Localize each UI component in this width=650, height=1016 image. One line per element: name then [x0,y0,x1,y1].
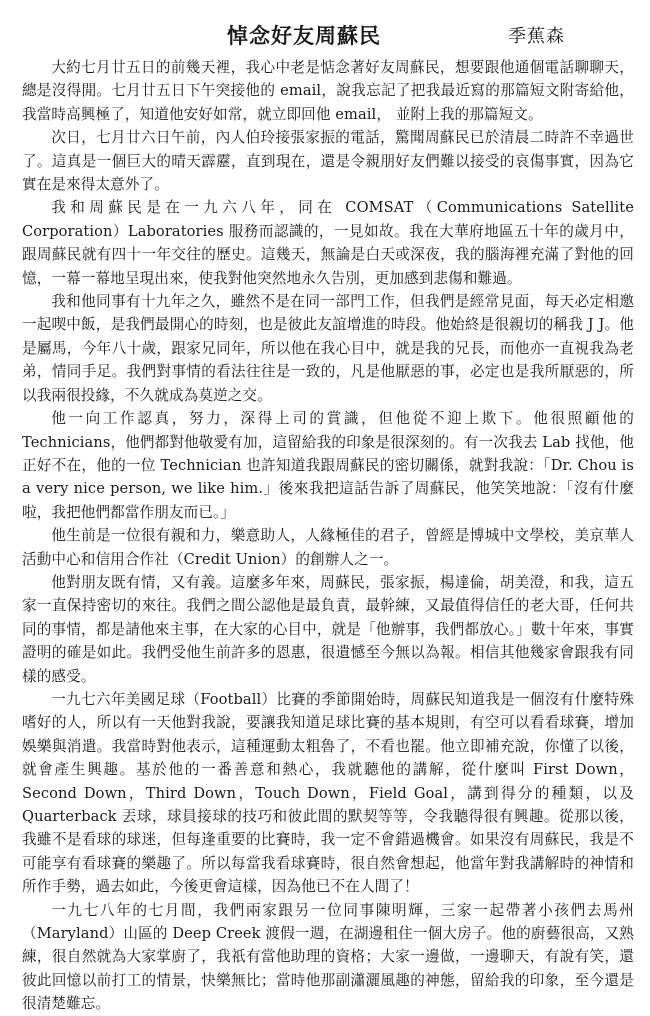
paragraph-5: 他一向工作認真，努力，深得上司的賞識，但他從不迎上欺下。他很照顧他的 Technicians，他們都對他敬愛有加，這留給我的印象是很深刻的。有一次我去 Lab 找他，他正好不在，他的一位 Technician 也許知道我跟周蘇民的密切關係，就對我說：「Dr. Chou is a very nice person, we like him.」後來我把這話告訴了周蘇民，他笑笑地說：「沒有什麼啦，我把他們都當作朋友而已。」 [22,410,634,521]
paragraph-8: 一九七六年美國足球（Football）比賽的季節開始時，周蘇民知道我是一個沒有什麼特殊嗜好的人，所以有一天他對我說，要讓我知道足球比賽的基本規則，有空可以看看球賽，增加娛樂與消遣。我當時對他表示，這種運動太粗魯了，不看也罷。他立即補充說，你懂了以後，就會產生興趣。基於他的一番善意和熱心，我就聽他的講解，從什麼叫 First Down，Second Down，Third Down，Touch Down，Field Goal，講到得分的種類，以及 Quarterback 丟球，球員接球的技巧和彼此間的默契等等，令我聽得很有興趣。從那以後，我雖不是看球的球迷，但每逢重要的比賽時，我一定不會錯過機會。如果沒有周蘇民，我是不可能享有看球賽的樂趣了。所以每當我看球賽時，很自然會想起，他當年對我講解時的神情和所作手勢，過去如此，今後更會這樣，因為他已不在人間了！ [22,690,634,896]
title-row [22,18,634,52]
paragraph-6: 他生前是一位很有親和力，樂意助人，人緣極佳的君子，曾經是博城中文學校，美京華人活動中心和信用合作社（Credit Union）的創辦人之一。 [22,527,634,568]
paragraph-3: 我和周蘇民是在一九六八年，同在 COMSAT（Communications Satellite Corporation）Laboratories 服務而認識的，一見如故。我在大華府地區五十年的歲月中，跟周蘇民就有四十一年交往的歷史。這幾天，無論是白天或深夜，我的腦海裡充滿了對他的回憶，一幕一幕地呈現出來，使我對他突然地永久告別，更加感到悲傷和難過。 [22,199,634,287]
article-body [22,56,634,1016]
article-title: 悼念好友周蘇民 [227,23,381,48]
paragraph-1: 大約七月廿五日的前幾天裡，我心中老是惦念著好友周蘇民，想要跟他通個電話聊聊天，總是沒得閒。七月廿五日下午突接他的 email，說我忘記了把我最近寫的那篇短文附寄給他，我當時高興極了，知道他安好如常，就立即回他 email， 並附上我的那篇短文。 [22,59,634,123]
article-author: 季蕉森 [508,26,565,47]
paragraph-7: 他對朋友既有情，又有義。這麼多年來，周蘇民，張家振，楊達倫，胡美澄，和我，這五家一直保持密切的來往。我們之間公認他是最負責，最幹練，又最值得信任的老大哥，任何共同的事情，都是請他來主事，在大家的心目中，就是「他辦事，我們都放心。」數十年來，事實證明的確是如此。我們受他生前許多的恩惠，很遺憾至今無以為報。相信其他幾家會跟我有同樣的感受。 [22,573,634,685]
paragraph-4: 我和他同事有十九年之久，雖然不是在同一部門工作，但我們是經常見面，每天必定相邀一起喫中飯，是我們最開心的時刻，也是彼此友誼增進的時段。他始終是很親切的稱我 J J。他是屬馬，今年八十歲，跟家兄同年，所以他在我心目中，就是我的兄長，而他亦一直視我為老弟，情同手足。我們對事情的看法往往是一致的，凡是他厭惡的事，必定也是我所厭惡的，所以我兩很投緣，不久就成為莫逆之交。 [22,293,634,404]
paragraph-2: 次日，七月廿六日午前，內人伯玲接張家振的電話，驚聞周蘇民已於清晨二時許不幸過世了。這真是一個巨大的晴天霹靂，直到現在，還是令親朋好友們難以接受的哀傷事實，因為它實在是來得太意外了。 [22,129,634,194]
paragraph-9: 一九七八年的七月間，我們兩家跟另一位同事陳明輝，三家一起帶著小孩們去馬州（Maryland）山區的 Deep Creek 渡假一週，在湖邊租住一個大房子。他的廚藝很高，又熟練，很自然就為大家掌廚了，我祇有當他助理的資格；大家一邊做，一邊聊天，有說有笑，還彼此回憶以前打工的情景，快樂無比；當時他那副瀟灑風趣的神態，留給我的印象，至今還是很清楚難忘。 [22,901,634,1013]
